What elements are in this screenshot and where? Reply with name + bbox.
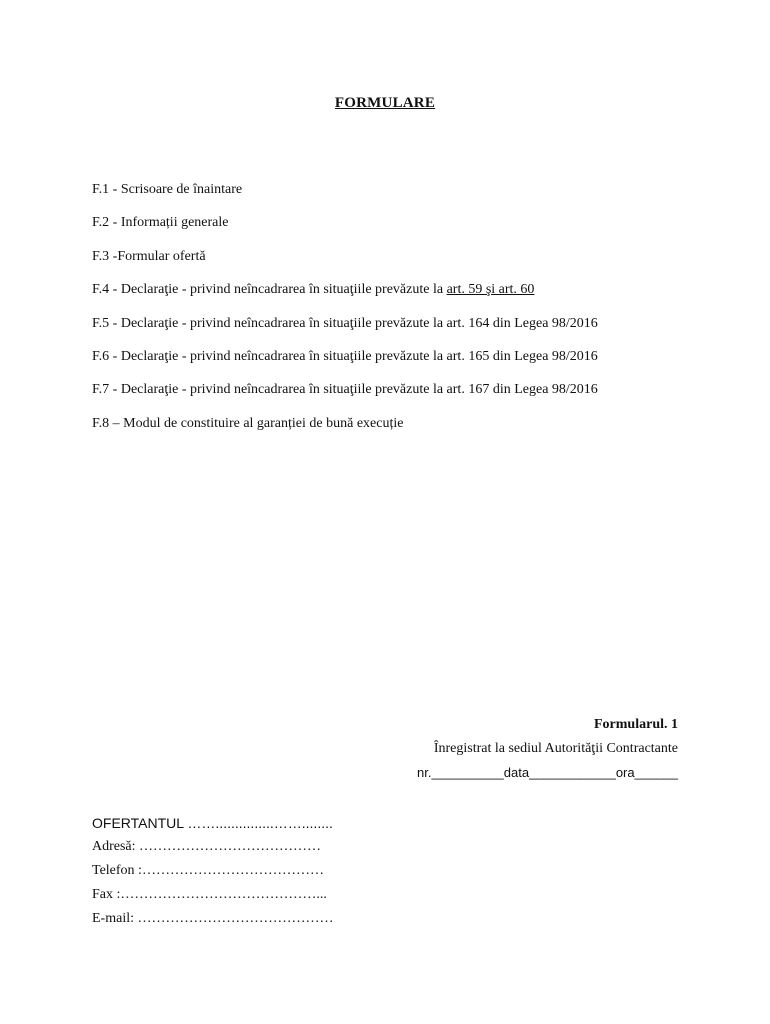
list-item	[92, 348, 732, 381]
email-line: E-mail: ……………………………………	[92, 911, 334, 926]
list-item	[92, 248, 732, 281]
list-item-text: F.3 -Formular ofertă	[92, 248, 206, 264]
list-item-text: F.2 - Informații generale	[92, 215, 229, 231]
registration-number-line: nr.__________data____________ora______	[417, 765, 678, 780]
article-link[interactable]: art. 59 şi art. 60	[446, 282, 535, 298]
page-title: FORMULARE	[334, 95, 436, 111]
fax-line: Fax :……………………………………...	[92, 887, 327, 902]
registration-text: Înregistrat la sediul Autorităţii Contractante	[433, 741, 678, 756]
phone-line: Telefon :…………………………………	[92, 863, 324, 878]
form-number: Formularul. 1	[594, 717, 678, 732]
list-item	[92, 214, 732, 247]
list-item	[92, 315, 732, 348]
list-item-text: F.5 - Declaraţie - privind neîncadrarea în situaţiile prevăzute la art. 164 din Legea 98/2016	[92, 315, 598, 331]
list-item	[92, 381, 732, 414]
list-item	[92, 415, 732, 448]
address-line: Adresă: …………………………………	[92, 839, 322, 854]
list-item-text: F.1 - Scrisoare de înaintare	[92, 182, 243, 197]
list-item-text: F.7 - Declaraţie - privind neîncadrarea în situaţiile prevăzute la art. 167 din Legea 98/2016	[92, 382, 598, 398]
bidder-name-line: OFERTANTUL ……...............……........	[92, 815, 333, 831]
list-item-text: F.4 - Declaraţie - privind neîncadrarea în situaţiile prevăzute la	[92, 282, 447, 298]
list-item-text: F.8 – Modul de constituire al garanției de bună execuție	[92, 415, 404, 431]
bidder-block	[92, 814, 334, 934]
list-item	[92, 181, 732, 214]
list-item-text: F.6 - Declaraţie - privind neîncadrarea în situaţiile prevăzute la art. 165 din Legea 98/2016	[92, 348, 598, 364]
forms-list	[92, 181, 732, 448]
list-item	[92, 281, 732, 314]
form-header	[417, 716, 678, 782]
